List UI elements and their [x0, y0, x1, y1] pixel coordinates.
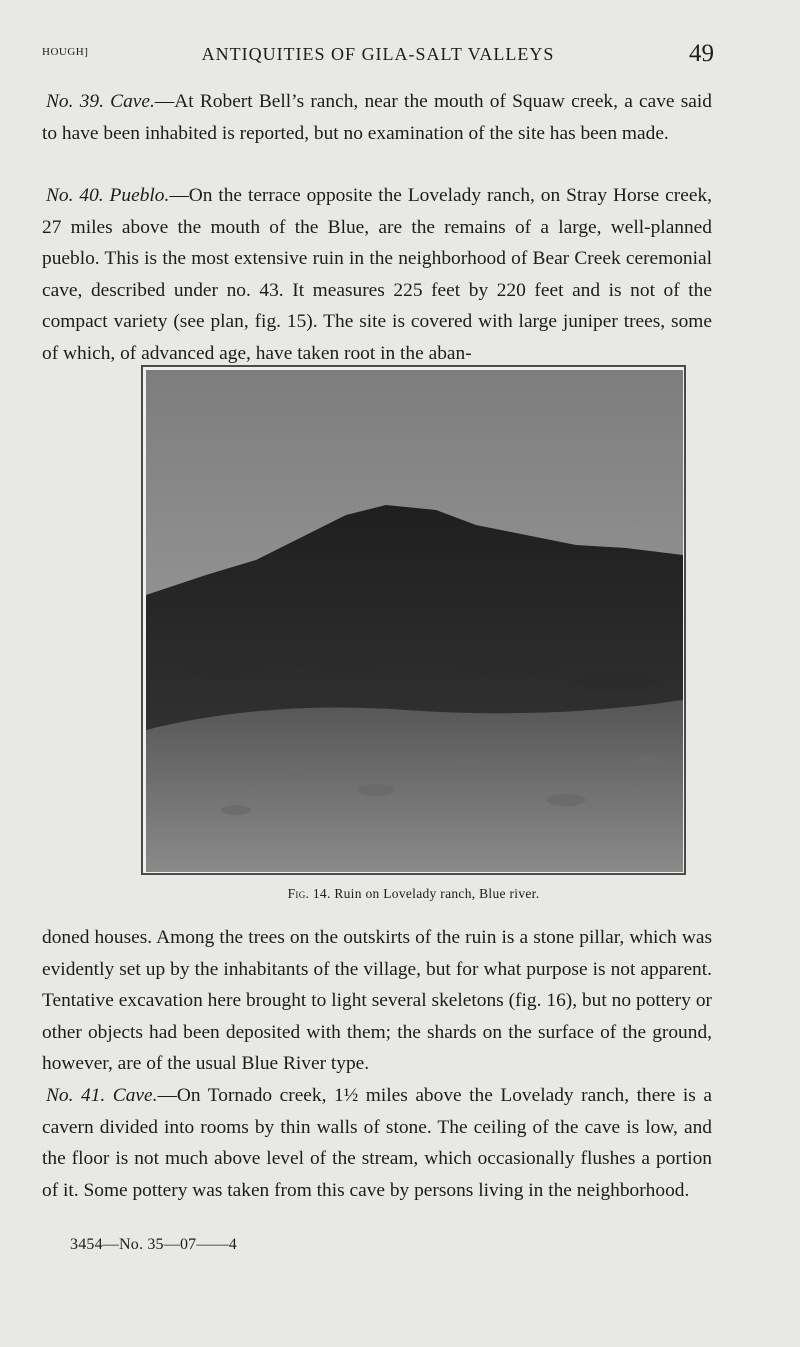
figure-caption	[141, 886, 686, 902]
entry-40-text: —On the terrace opposite the Lovelady ranch, on Stray Horse creek, 27 miles above the mouth of the Blue, are the remains of a large, well-planned pueblo. This is the most extensive ruin in the neighborhood of Bear Creek ceremonial cave, described under no. 43. It measures 225 feet by 220 feet and is not of the compact variety (see plan, fig. 15). The site is covered with large juniper trees, some of which, of advanced age, have taken root in the aban-	[42, 185, 712, 364]
page-header	[42, 40, 714, 72]
signature-mark: 3454—No. 35—07——4	[70, 1236, 237, 1253]
figure-label: Fig. 14.	[287, 886, 331, 901]
page-number: 49	[689, 40, 714, 67]
ruin-photograph	[146, 370, 683, 872]
entry-41-label: No. 41. Cave.	[46, 1085, 158, 1106]
entry-41	[42, 1080, 712, 1206]
entry-39	[42, 86, 712, 149]
entry-41-text: —On Tornado creek, 1½ miles above the Lovelady ranch, there is a cavern divided into rooms by thin walls of stone. The ceiling of the cave is low, and the floor is not much above level of the stream, which occasionally flushes a portion of it. Some pottery was taken from this cave by persons living in the neighborhood.	[42, 1085, 712, 1201]
entry-40-continued: doned houses. Among the trees on the outskirts of the ruin is a stone pillar, which was evidently set up by the inhabitants of the village, but for what purpose is not apparent. Tentative excavation here brought to light several skeletons (fig. 16), but no pottery or other objects had been deposited with them; the shards on the surface of the ground, however, are of the usual Blue River type.	[42, 927, 712, 1074]
entry-40-label: No. 40. Pueblo.	[46, 185, 170, 206]
entry-40	[42, 180, 712, 369]
running-head-author: HOUGH]	[42, 46, 89, 58]
figure-photo	[141, 365, 686, 875]
entry-39-label: No. 39. Cave.	[46, 91, 155, 112]
entry-39-text: —At Robert Bell’s ranch, near the mouth of Squaw creek, a cave said to have been inhabited is reported, but no examination of the site has been made.	[42, 91, 712, 144]
figure-caption-text: Ruin on Lovelady ranch, Blue river.	[334, 886, 540, 901]
running-head-title: ANTIQUITIES OF GILA-SALT VALLEYS	[201, 44, 555, 64]
